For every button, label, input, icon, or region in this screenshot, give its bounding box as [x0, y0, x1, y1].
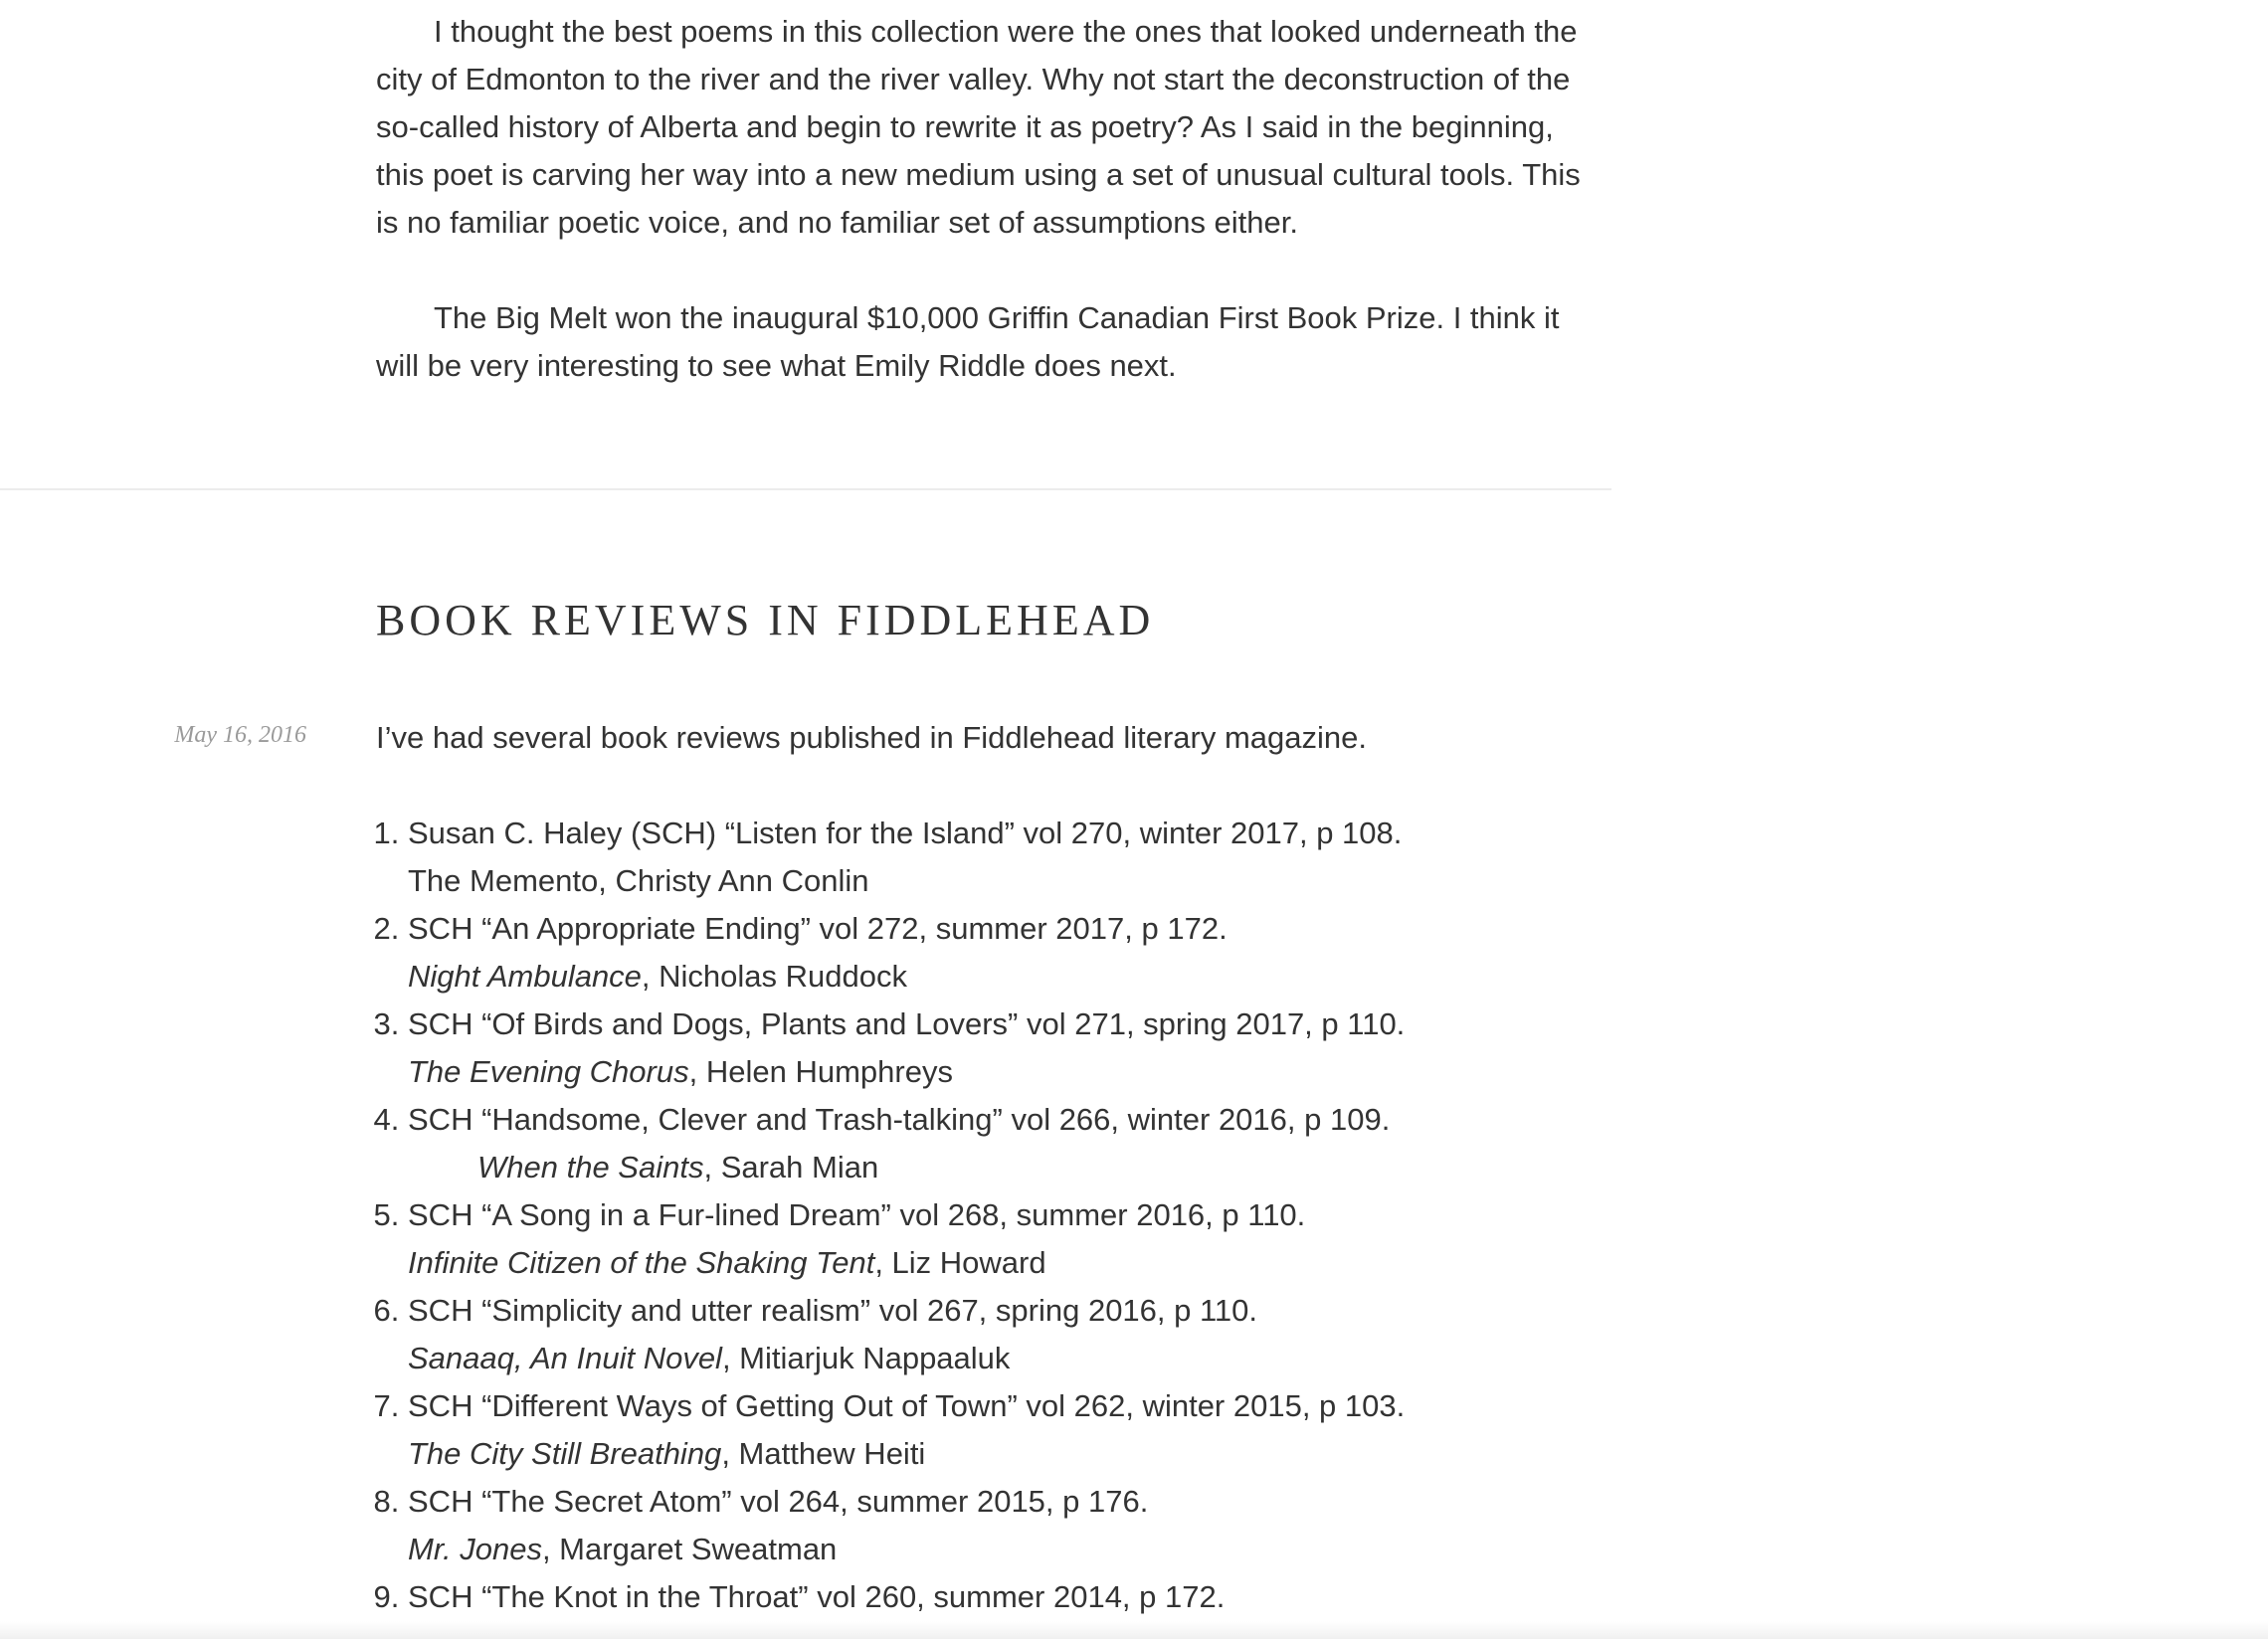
book-title: The City Still Breathing	[408, 1436, 722, 1471]
list-item	[408, 1191, 1609, 1287]
reviewed-book	[408, 953, 1609, 1001]
post-title[interactable]: BOOK REVIEWS IN FIDDLEHEAD	[376, 596, 1155, 644]
review-citation: 4. SCH “Handsome, Clever and Trash-talking” vol 266, winter 2016, p 109.	[408, 1102, 1391, 1137]
book-title: Infinite Citizen of the Shaking Tent	[408, 1245, 875, 1280]
list-item	[408, 1382, 1609, 1478]
reviewed-book	[408, 1144, 1609, 1191]
post-divider	[0, 488, 1611, 490]
book-title: The Evening Chorus	[408, 1054, 689, 1089]
reviewed-book	[408, 857, 1609, 905]
book-author: , Mitiarjuk Nappaaluk	[721, 1341, 1011, 1375]
review-citation: 7. SCH “Different Ways of Getting Out of Town” vol 262, winter 2015, p 103.	[408, 1388, 1406, 1423]
review-citation: 8. SCH “The Secret Atom” vol 264, summer 2015, p 176.	[408, 1484, 1149, 1519]
book-author: The Memento, Christy Ann Conlin	[408, 863, 869, 898]
book-author: , Sarah Mian	[703, 1150, 879, 1184]
list-item	[408, 1287, 1609, 1382]
book-title: Sanaaq, An Inuit Novel	[408, 1341, 722, 1375]
previous-post-paragraph: I thought the best poems in this collection were the ones that looked underneath the city of Edmonton to the river and the river valley. Why not start the deconstruction of the so-called history of Alberta and begin to rewrite it as poetry? As I said in the beginning, this poet is carving her way into a new medium using a set of unusual cultural tools. This is no familiar poetic voice, and no familiar set of assumptions either.	[376, 14, 1581, 240]
bottom-edge-shadow	[0, 1621, 2268, 1639]
list-item	[408, 905, 1609, 1001]
review-citation: 2. SCH “An Appropriate Ending” vol 272, summer 2017, p 172.	[408, 911, 1228, 946]
list-item	[408, 810, 1609, 905]
review-citation: 3. SCH “Of Birds and Dogs, Plants and Lovers” vol 271, spring 2017, p 110.	[408, 1006, 1406, 1041]
review-citation: 5. SCH “A Song in a Fur-lined Dream” vol 268, summer 2016, p 110.	[408, 1197, 1306, 1232]
book-author: , Margaret Sweatman	[541, 1532, 838, 1566]
reviewed-book	[408, 1048, 1609, 1096]
book-title: Mr. Jones	[408, 1532, 542, 1566]
book-author: , Liz Howard	[874, 1245, 1046, 1280]
reviewed-book	[408, 1526, 1609, 1573]
post-intro: I’ve had several book reviews published in Fiddlehead literary magazine.	[376, 720, 1367, 755]
post-body	[376, 714, 1609, 1621]
previous-post-content	[376, 8, 1609, 438]
reviewed-book	[408, 1430, 1609, 1478]
book-author: , Matthew Heiti	[721, 1436, 926, 1471]
list-item	[408, 1573, 1609, 1621]
review-citation: 1. Susan C. Haley (SCH) “Listen for the Island” vol 270, winter 2017, p 108.	[408, 816, 1403, 850]
list-item	[408, 1478, 1609, 1573]
reviewed-book	[408, 1239, 1609, 1287]
previous-post-paragraph: The Big Melt won the inaugural $10,000 Griffin Canadian First Book Prize. I think it will be very interesting to see what Emily Riddle does next.	[376, 300, 1560, 383]
reviewed-book	[408, 1335, 1609, 1382]
book-author: , Helen Humphreys	[688, 1054, 953, 1089]
post-date[interactable]: May 16, 2016	[174, 722, 306, 748]
review-citation: 6. SCH “Simplicity and utter realism” vol 267, spring 2016, p 110.	[408, 1293, 1258, 1328]
list-item	[408, 1001, 1609, 1096]
review-list	[376, 810, 1609, 1621]
book-author: , Nicholas Ruddock	[641, 959, 907, 994]
review-citation: 9. SCH “The Knot in the Throat” vol 260, summer 2014, p 172.	[408, 1579, 1226, 1614]
book-title: When the Saints	[477, 1150, 704, 1184]
list-item	[408, 1096, 1609, 1191]
book-title: Night Ambulance	[408, 959, 642, 994]
